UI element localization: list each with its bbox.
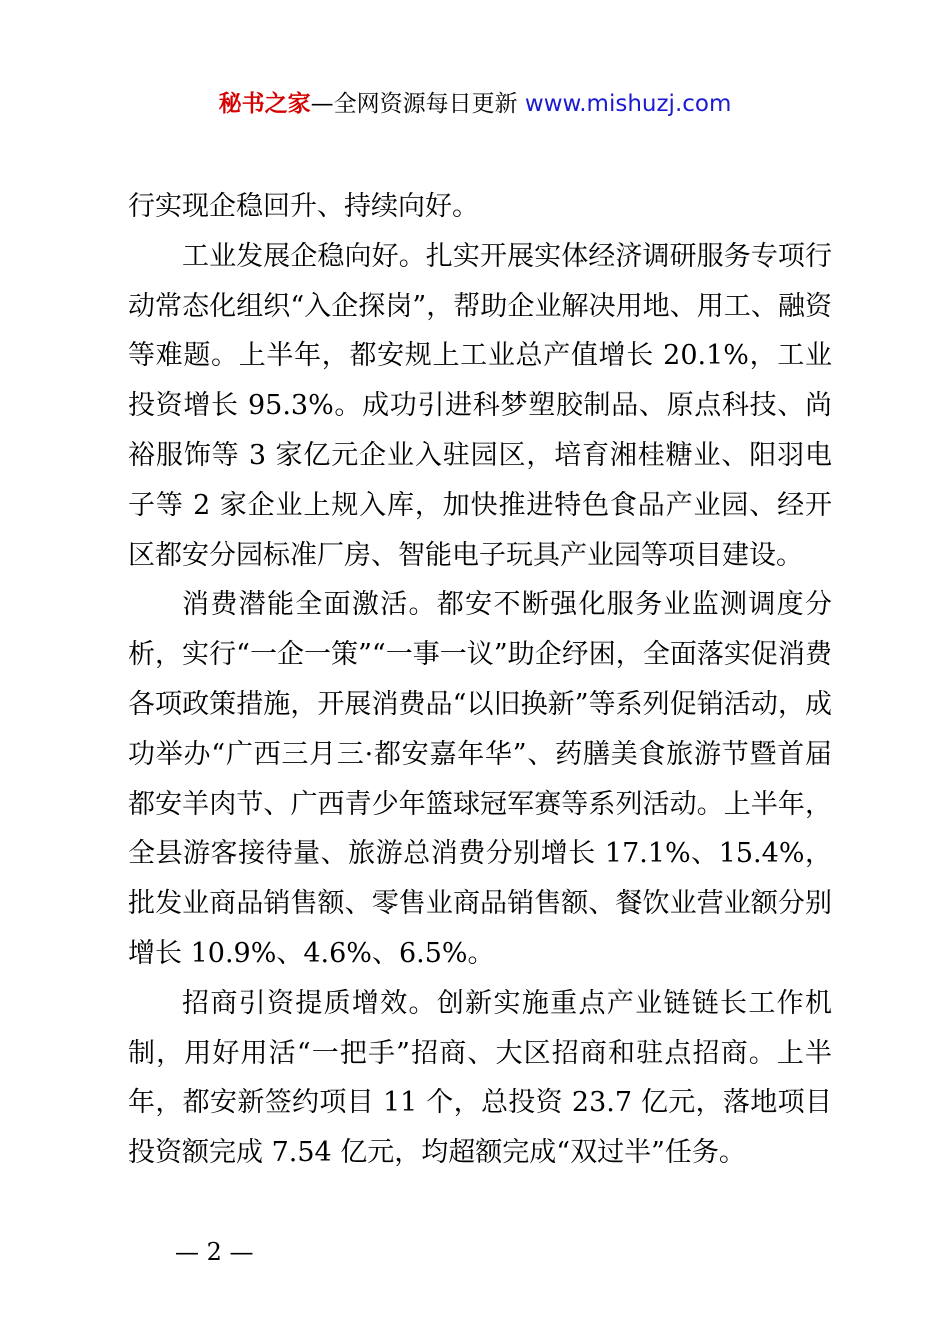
site-url-link[interactable]: www.mishuzj.com <box>524 91 732 117</box>
header-tagline: —全网资源每日更新 <box>310 91 525 117</box>
document-body <box>128 182 832 1178</box>
paragraph-investment: 招商引资提质增效。创新实施重点产业链链长工作机制，用好用活“一把手”招商、大区招商和驻点招商。上半年，都安新签约项目 11 个，总投资 23.7 亿元，落地项目投资额完成 7.54 亿元，均超额完成“双过半”任务。 <box>128 987 832 1169</box>
paragraph-industry: 工业发展企稳向好。扎实开展实体经济调研服务专项行动常态化组织“入企探岗”，帮助企业解决用地、用工、融资等难题。上半年，都安规上工业总产值增长 20.1%，工业投资增长 95.3%。成功引进科梦塑胶制品、原点科技、尚裕服饰等 3 家亿元企业入驻园区，培育湘桂糖业、阳羽电子等 2 家企业上规入库，加快推进特色食品产业园、经开区都安分园标准厂房、智能电子玩具产业园等项目建设。 <box>128 240 832 571</box>
page-number: — 2 — <box>175 1238 254 1266</box>
site-header <box>0 88 950 120</box>
brand-name: 秘书之家 <box>218 91 311 117</box>
paragraph-consumption: 消费潜能全面激活。都安不断强化服务业监测调度分析，实行“一企一策”“一事一议”助企纾困，全面落实促消费各项政策措施，开展消费品“以旧换新”等系列促销活动，成功举办“广西三月三·都安嘉年华”、药膳美食旅游节暨首届都安羊肉节、广西青少年篮球冠军赛等系列活动。上半年，全县游客接待量、旅游总消费分别增长 17.1%、15.4%，批发业商品销售额、零售业商品销售额、餐饮业营业额分别增长 10.9%、4.6%、6.5%。 <box>128 589 832 969</box>
paragraph-continuation: 行实现企稳回升、持续向好。 <box>128 191 479 222</box>
